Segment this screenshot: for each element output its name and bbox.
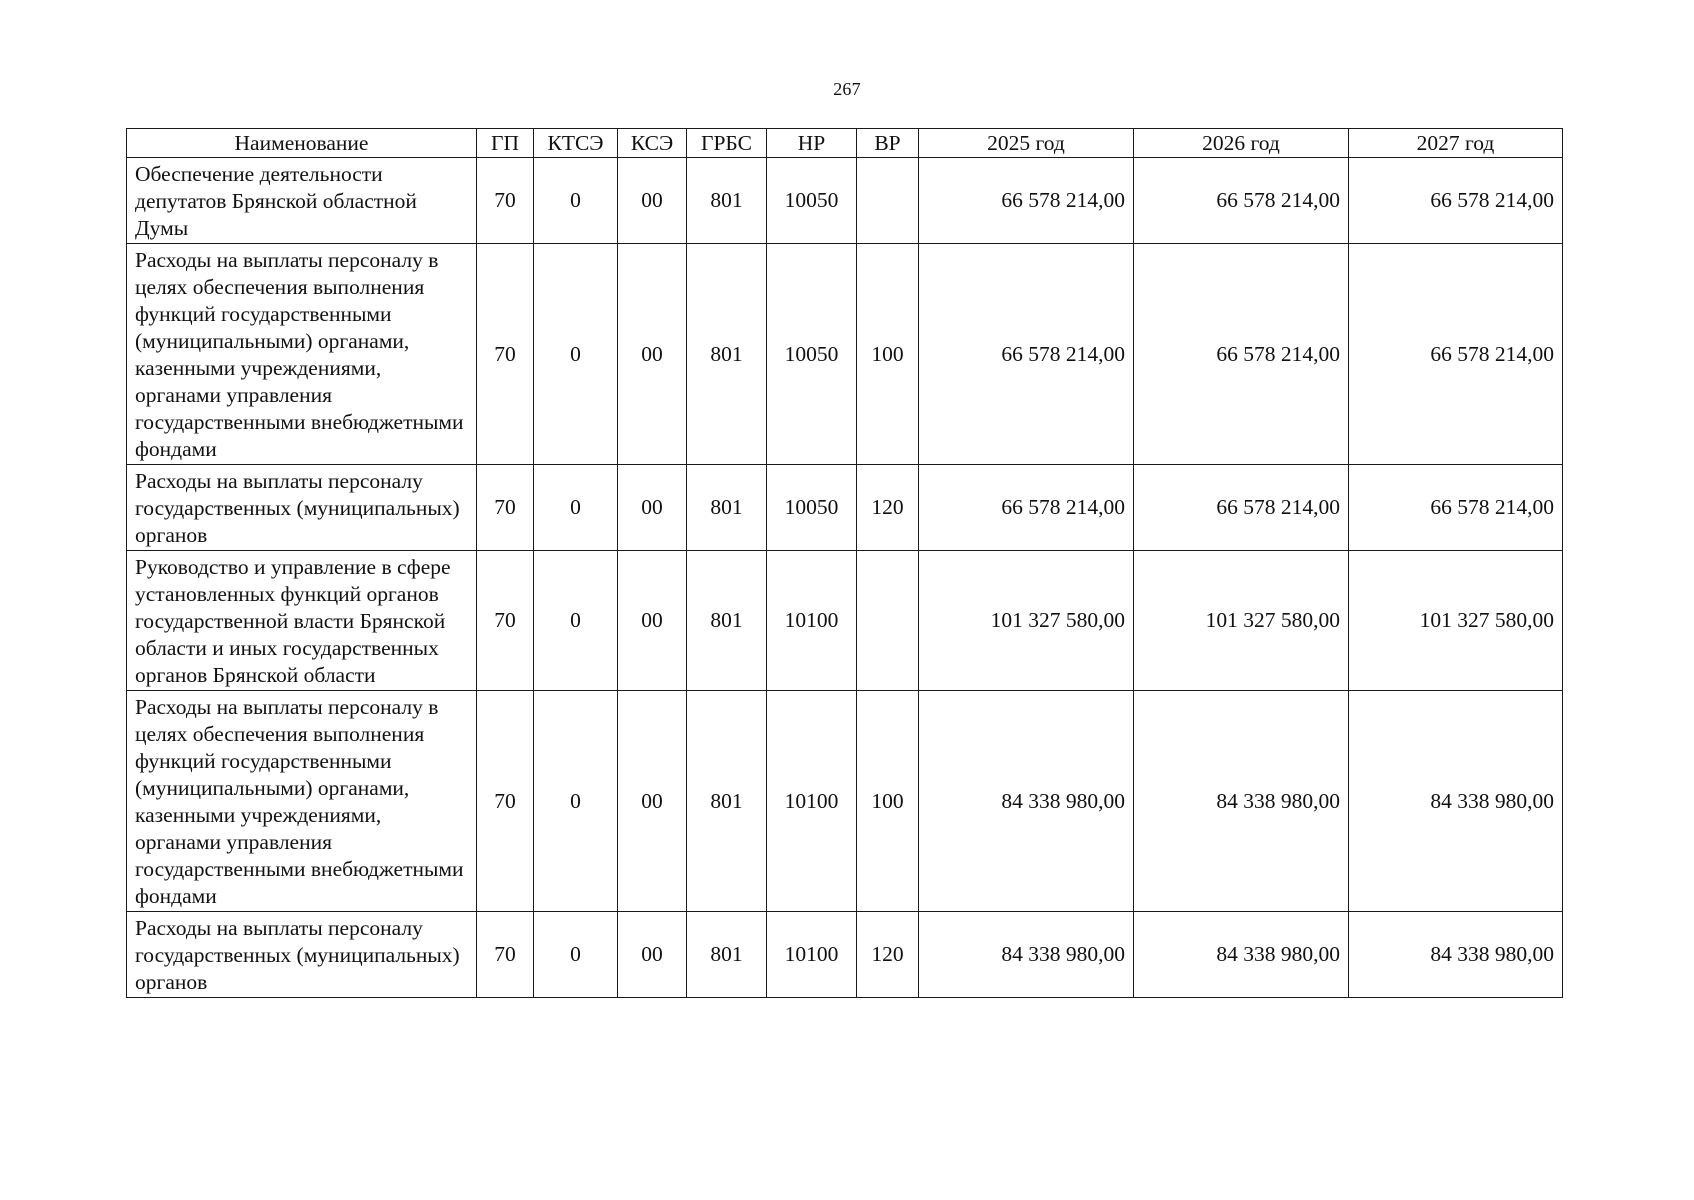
row-kse: 00 (618, 691, 687, 912)
row-name: Расходы на выплаты персоналу в целях обеспечения выполнения функций государственными (муниципальными) органами, казенными учреждениями, органами управления государственными внебюджетными фондами (127, 691, 477, 912)
table-row (127, 551, 1563, 691)
row-kse: 00 (618, 912, 687, 998)
row-vr (857, 158, 919, 244)
table-row (127, 912, 1563, 998)
header-2027: 2027 год (1349, 129, 1563, 158)
row-grbs: 801 (687, 551, 767, 691)
row-ktse: 0 (534, 158, 618, 244)
row-ktse: 0 (534, 244, 618, 465)
header-vr: ВР (857, 129, 919, 158)
row-name: Обеспечение деятельности депутатов Брянской областной Думы (127, 158, 477, 244)
header-row (127, 129, 1563, 158)
row-kse: 00 (618, 465, 687, 551)
header-nr: НР (767, 129, 857, 158)
row-grbs: 801 (687, 158, 767, 244)
page-number: 267 (833, 79, 861, 99)
table-header (127, 129, 1563, 158)
row-vr: 120 (857, 912, 919, 998)
row-kse: 00 (618, 244, 687, 465)
row-nr: 10050 (767, 244, 857, 465)
row-amount-2026: 84 338 980,00 (1134, 912, 1349, 998)
row-nr: 10100 (767, 551, 857, 691)
row-ktse: 0 (534, 465, 618, 551)
table-row (127, 244, 1563, 465)
row-name: Расходы на выплаты персоналу государственных (муниципальных) органов (127, 912, 477, 998)
row-amount-2027: 66 578 214,00 (1349, 244, 1563, 465)
row-amount-2025: 84 338 980,00 (919, 691, 1134, 912)
table-row (127, 465, 1563, 551)
row-amount-2026: 66 578 214,00 (1134, 244, 1349, 465)
row-nr: 10050 (767, 158, 857, 244)
row-vr (857, 551, 919, 691)
row-kse: 00 (618, 158, 687, 244)
row-vr: 120 (857, 465, 919, 551)
header-2026: 2026 год (1134, 129, 1349, 158)
row-ktse: 0 (534, 691, 618, 912)
row-nr: 10050 (767, 465, 857, 551)
row-grbs: 801 (687, 244, 767, 465)
row-amount-2026: 66 578 214,00 (1134, 465, 1349, 551)
row-name: Руководство и управление в сфере установленных функций органов государственной власти Брянской области и иных государственных органов Брянской области (127, 551, 477, 691)
row-amount-2025: 66 578 214,00 (919, 244, 1134, 465)
row-amount-2027: 66 578 214,00 (1349, 465, 1563, 551)
row-kse: 00 (618, 551, 687, 691)
row-ktse: 0 (534, 551, 618, 691)
row-ktse: 0 (534, 912, 618, 998)
table-body (127, 158, 1563, 998)
row-grbs: 801 (687, 912, 767, 998)
row-amount-2027: 84 338 980,00 (1349, 912, 1563, 998)
row-amount-2026: 101 327 580,00 (1134, 551, 1349, 691)
row-amount-2025: 84 338 980,00 (919, 912, 1134, 998)
row-amount-2026: 66 578 214,00 (1134, 158, 1349, 244)
row-name: Расходы на выплаты персоналу государственных (муниципальных) органов (127, 465, 477, 551)
header-gp: ГП (477, 129, 534, 158)
header-2025: 2025 год (919, 129, 1134, 158)
header-kse: КСЭ (618, 129, 687, 158)
row-nr: 10100 (767, 691, 857, 912)
row-grbs: 801 (687, 465, 767, 551)
row-gp: 70 (477, 551, 534, 691)
row-nr: 10100 (767, 912, 857, 998)
row-amount-2026: 84 338 980,00 (1134, 691, 1349, 912)
row-amount-2025: 66 578 214,00 (919, 465, 1134, 551)
row-grbs: 801 (687, 691, 767, 912)
table-row (127, 158, 1563, 244)
header-name: Наименование (127, 129, 477, 158)
row-gp: 70 (477, 912, 534, 998)
row-gp: 70 (477, 691, 534, 912)
row-amount-2027: 66 578 214,00 (1349, 158, 1563, 244)
header-ktse: КТСЭ (534, 129, 618, 158)
table-row (127, 691, 1563, 912)
row-name: Расходы на выплаты персоналу в целях обеспечения выполнения функций государственными (муниципальными) органами, казенными учреждениями, органами управления государственными внебюджетными фондами (127, 244, 477, 465)
row-vr: 100 (857, 244, 919, 465)
row-gp: 70 (477, 158, 534, 244)
row-amount-2025: 66 578 214,00 (919, 158, 1134, 244)
row-amount-2027: 84 338 980,00 (1349, 691, 1563, 912)
row-gp: 70 (477, 465, 534, 551)
row-vr: 100 (857, 691, 919, 912)
row-amount-2027: 101 327 580,00 (1349, 551, 1563, 691)
budget-table (126, 128, 1563, 998)
row-gp: 70 (477, 244, 534, 465)
header-grbs: ГРБС (687, 129, 767, 158)
row-amount-2025: 101 327 580,00 (919, 551, 1134, 691)
